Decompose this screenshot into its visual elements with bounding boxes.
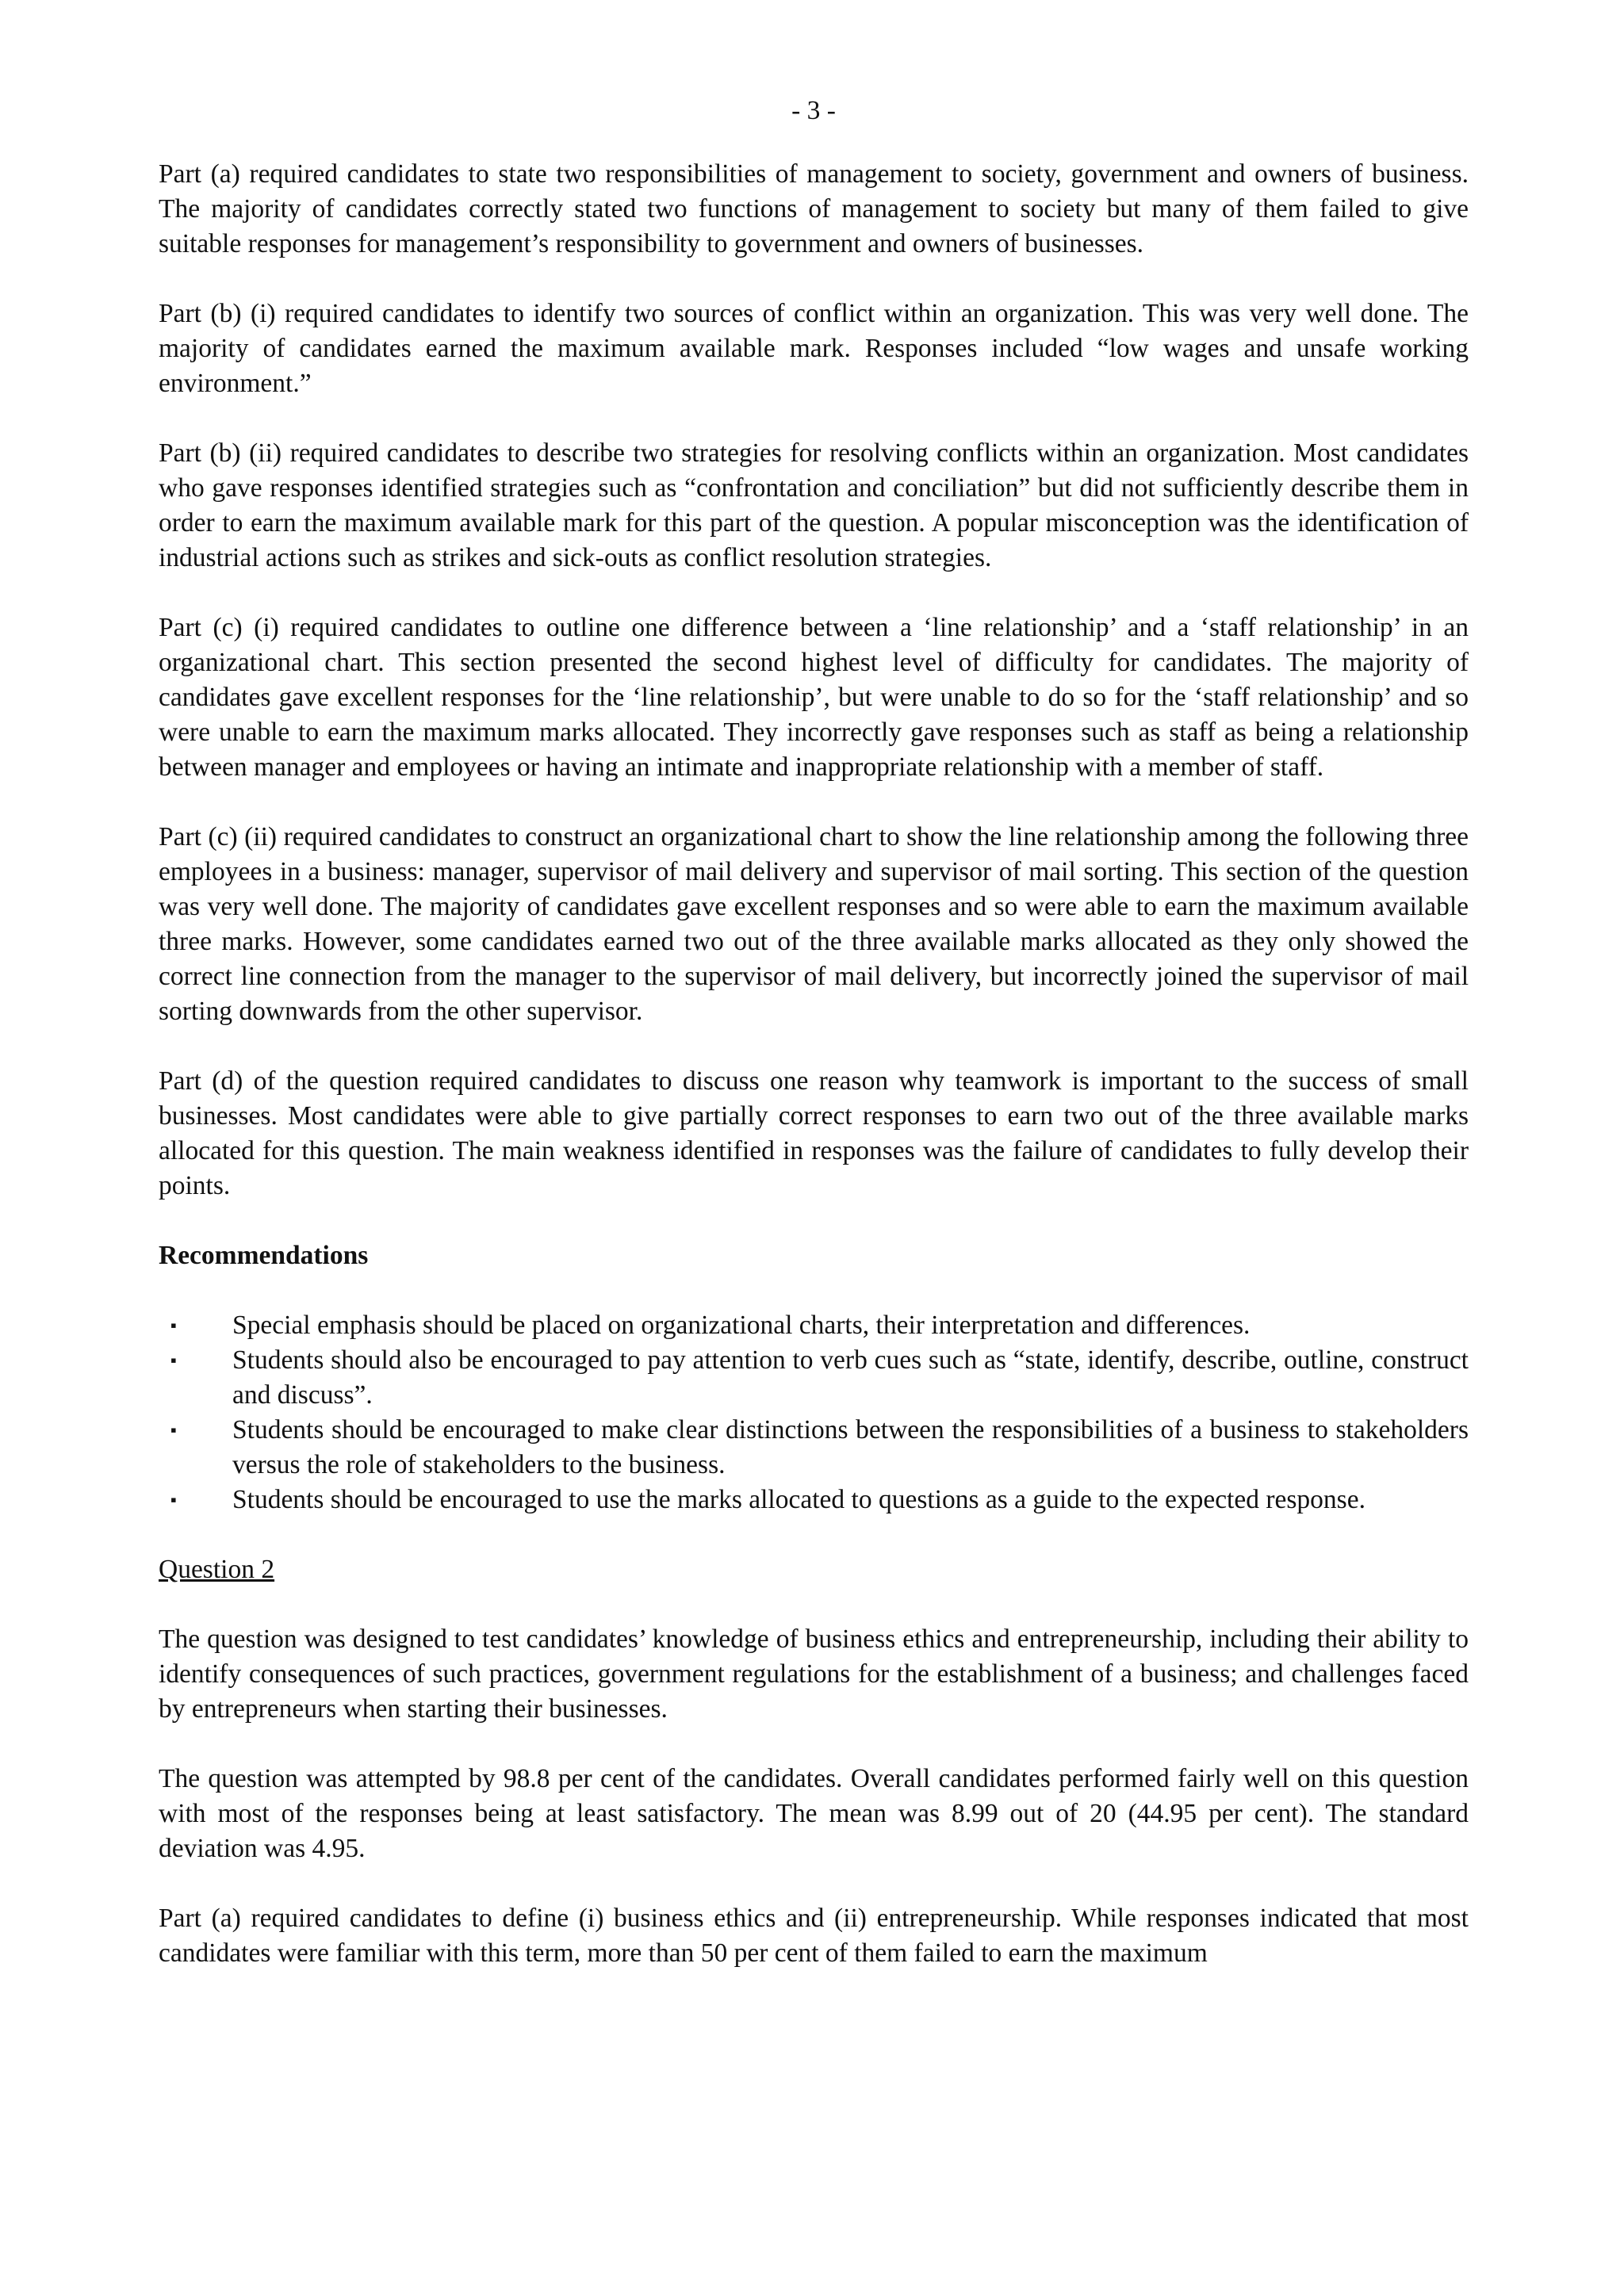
document-page [159, 94, 1469, 2006]
recommendation-text: Students should also be encouraged to pay attention to verb cues such as “state, identify, describe, outline, construct and discuss”. [232, 1345, 1469, 1410]
list-item [159, 1308, 1469, 1343]
paragraph-part-c-i: Part (c) (i) required candidates to outline one difference between a ‘line relationship’ and a ‘staff relationship’ in an organizational chart. This section presented the second highest level of difficulty for candidates. The majority of candidates gave excellent responses for the ‘line relationship’, but were unable to do so for the ‘staff relationship’ and so were unable to earn the maximum marks allocated. They incorrectly gave responses such as staff as being a relationship between manager and employees or having an intimate and inappropriate relationship with a member of staff. [159, 613, 1469, 782]
recommendations-list [159, 1308, 1469, 1517]
recommendation-text: Students should be encouraged to make clear distinctions between the responsibilities of a business to stakeholders versus the role of stakeholders to the business. [232, 1415, 1469, 1479]
recommendations-heading: Recommendations [159, 1241, 369, 1270]
paragraph-q2-intro: The question was designed to test candidates’ knowledge of business ethics and entrepreneurship, including their ability to identify consequences of such practices, government regulations for the establishment of a business; and challenges faced by entrepreneurs when starting their businesses. [159, 1624, 1469, 1724]
bullet-icon: ▪ [170, 1420, 177, 1440]
paragraph-part-b-ii: Part (b) (ii) required candidates to describe two strategies for resolving conflicts within an organization. Most candidates who gave responses identified strategies such as “confrontation and conciliation” but did not sufficiently describe them in order to earn the maximum available mark for this part of the question. A popular misconception was the identification of industrial actions such as strikes and sick-outs as conflict resolution strategies. [159, 438, 1469, 572]
bullet-icon: ▪ [170, 1315, 177, 1335]
paragraph-part-d: Part (d) of the question required candidates to discuss one reason why teamwork is important to the success of small businesses. Most candidates were able to give partially correct responses to earn two out of the three available marks allocated for this question. The main weakness identified in responses was the failure of candidates to fully develop their points. [159, 1066, 1469, 1200]
paragraph-part-b-i: Part (b) (i) required candidates to identify two sources of conflict within an organization. This was very well done. The majority of candidates earned the maximum available mark. Responses included “low wages and unsafe working environment.” [159, 299, 1469, 398]
recommendation-text: Special emphasis should be placed on organizational charts, their interpretation and differences. [232, 1311, 1251, 1340]
paragraph-part-c-ii: Part (c) (ii) required candidates to construct an organizational chart to show the line relationship among the following three employees in a business: manager, supervisor of mail delivery and supervisor of mail sorting. This section of the question was very well done. The majority of candidates gave excellent responses and so were able to earn the maximum available three marks. However, some candidates earned two out of the three available marks allocated as they only showed the correct line connection from the manager to the supervisor of mail delivery, but incorrectly joined the supervisor of mail sorting downwards from the other supervisor. [159, 822, 1469, 1026]
list-item [159, 1343, 1469, 1413]
paragraph-q2-stats: The question was attempted by 98.8 per cent of the candidates. Overall candidates performed fairly well on this question with most of the responses being at least satisfactory. The mean was 8.99 out of 20 (44.95 per cent). The standard deviation was 4.95. [159, 1764, 1469, 1863]
bullet-icon: ▪ [170, 1490, 177, 1510]
page-number: - 3 - [791, 96, 836, 125]
recommendation-text: Students should be encouraged to use the marks allocated to questions as a guide to the expected response. [232, 1485, 1365, 1514]
bullet-icon: ▪ [170, 1350, 177, 1370]
list-item [159, 1413, 1469, 1483]
paragraph-q2-part-a: Part (a) required candidates to define (i) business ethics and (ii) entrepreneurship. While responses indicated that most candidates were familiar with this term, more than 50 per cent of them failed to earn the maximum [159, 1904, 1469, 1968]
list-item [159, 1483, 1469, 1517]
paragraph-part-a: Part (a) required candidates to state two responsibilities of management to society, government and owners of business. The majority of candidates correctly stated two functions of management to society but many of them failed to give suitable responses for management’s responsibility to government and owners of businesses. [159, 159, 1469, 258]
question-2-title: Question 2 [159, 1555, 275, 1584]
